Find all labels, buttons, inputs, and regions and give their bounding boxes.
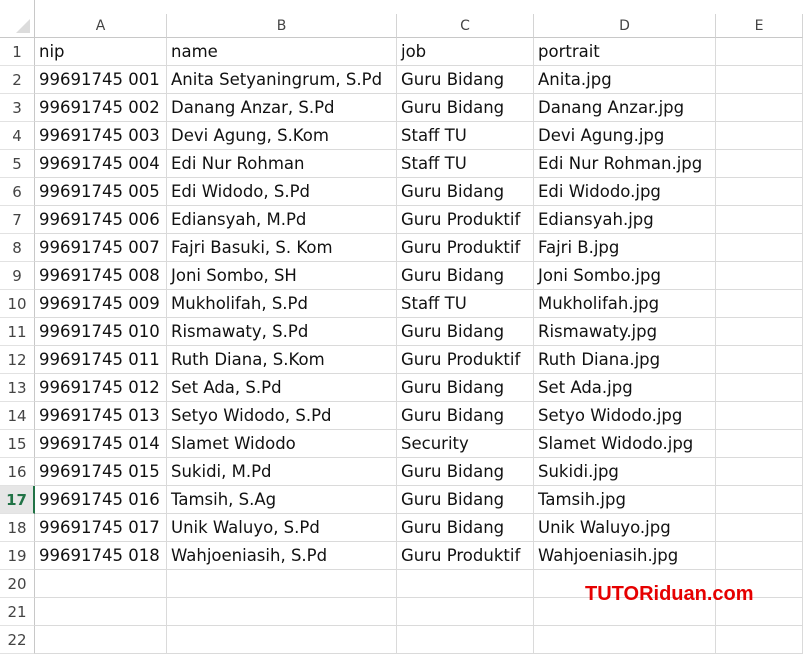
select-all-triangle-icon [16, 19, 30, 33]
table-row [35, 346, 803, 374]
table-row [35, 402, 803, 430]
row-header-7[interactable]: 7 [0, 206, 35, 234]
cell-d22[interactable] [534, 626, 716, 653]
table-row [35, 38, 803, 66]
cell-a13[interactable]: 99691745 012 [35, 374, 167, 401]
row-header-21[interactable]: 21 [0, 598, 35, 626]
cell-c19[interactable]: Guru Produktif [397, 542, 534, 569]
cell-b2[interactable]: Anita Setyaningrum, S.Pd [167, 66, 397, 93]
cell-a19[interactable]: 99691745 018 [35, 542, 167, 569]
cell-b5[interactable]: Edi Nur Rohman [167, 150, 397, 177]
column-header-e[interactable]: E [716, 14, 803, 38]
cell-a1[interactable]: nip [35, 38, 167, 65]
cell-d13[interactable]: Set Ada.jpg [534, 374, 716, 401]
row-header-1[interactable]: 1 [0, 38, 35, 66]
row-header-13[interactable]: 13 [0, 374, 35, 402]
table-row [35, 486, 803, 514]
cell-a12[interactable]: 99691745 011 [35, 346, 167, 373]
cell-d10[interactable]: Mukholifah.jpg [534, 290, 716, 317]
cell-d6[interactable]: Edi Widodo.jpg [534, 178, 716, 205]
row-header-14[interactable]: 14 [0, 402, 35, 430]
table-row [35, 206, 803, 234]
cell-e1[interactable] [716, 38, 803, 65]
table-row [35, 626, 803, 654]
cell-d3[interactable]: Danang Anzar.jpg [534, 94, 716, 121]
cell-e12[interactable] [716, 346, 803, 373]
row-header-22[interactable]: 22 [0, 626, 35, 654]
cell-a8[interactable]: 99691745 007 [35, 234, 167, 261]
column-header-a[interactable]: A [35, 14, 167, 38]
table-row [35, 542, 803, 570]
table-row [35, 234, 803, 262]
cell-b15[interactable]: Slamet Widodo [167, 430, 397, 457]
row-header-6[interactable]: 6 [0, 178, 35, 206]
cell-a18[interactable]: 99691745 017 [35, 514, 167, 541]
cell-a17[interactable]: 99691745 016 [35, 486, 167, 513]
cell-b8[interactable]: Fajri Basuki, S. Kom [167, 234, 397, 261]
cell-a14[interactable]: 99691745 013 [35, 402, 167, 429]
row-header-9[interactable]: 9 [0, 262, 35, 290]
row-header-4[interactable]: 4 [0, 122, 35, 150]
cell-a11[interactable]: 99691745 010 [35, 318, 167, 345]
cell-b13[interactable]: Set Ada, S.Pd [167, 374, 397, 401]
cell-c3[interactable]: Guru Bidang [397, 94, 534, 121]
cell-d16[interactable]: Sukidi.jpg [534, 458, 716, 485]
cell-a6[interactable]: 99691745 005 [35, 178, 167, 205]
table-row [35, 374, 803, 402]
cell-e10[interactable] [716, 290, 803, 317]
cell-b14[interactable]: Setyo Widodo, S.Pd [167, 402, 397, 429]
cell-c21[interactable] [397, 598, 534, 625]
cell-e6[interactable] [716, 178, 803, 205]
cell-b20[interactable] [167, 570, 397, 597]
cell-e16[interactable] [716, 458, 803, 485]
cell-b16[interactable]: Sukidi, M.Pd [167, 458, 397, 485]
row-header-17[interactable]: 17 [0, 486, 35, 514]
cell-c11[interactable]: Guru Bidang [397, 318, 534, 345]
cell-d15[interactable]: Slamet Widodo.jpg [534, 430, 716, 457]
cell-d1[interactable]: portrait [534, 38, 716, 65]
row-header-20[interactable]: 20 [0, 570, 35, 598]
cell-d9[interactable]: Joni Sombo.jpg [534, 262, 716, 289]
cell-e14[interactable] [716, 402, 803, 429]
column-header-c[interactable]: C [397, 14, 534, 38]
row-header-2[interactable]: 2 [0, 66, 35, 94]
cell-a15[interactable]: 99691745 014 [35, 430, 167, 457]
cell-e8[interactable] [716, 234, 803, 261]
cell-e7[interactable] [716, 206, 803, 233]
table-row [35, 66, 803, 94]
cell-d4[interactable]: Devi Agung.jpg [534, 122, 716, 149]
cell-c5[interactable]: Staff TU [397, 150, 534, 177]
table-row [35, 262, 803, 290]
cell-c22[interactable] [397, 626, 534, 653]
row-header-12[interactable]: 12 [0, 346, 35, 374]
table-row [35, 290, 803, 318]
cell-a22[interactable] [35, 626, 167, 653]
cell-e19[interactable] [716, 542, 803, 569]
cell-b12[interactable]: Ruth Diana, S.Kom [167, 346, 397, 373]
cell-d11[interactable]: Rismawaty.jpg [534, 318, 716, 345]
cell-b22[interactable] [167, 626, 397, 653]
table-row [35, 430, 803, 458]
cell-d18[interactable]: Unik Waluyo.jpg [534, 514, 716, 541]
table-row [35, 122, 803, 150]
cell-a20[interactable] [35, 570, 167, 597]
cell-e22[interactable] [716, 626, 803, 653]
cell-b11[interactable]: Rismawaty, S.Pd [167, 318, 397, 345]
cell-c10[interactable]: Staff TU [397, 290, 534, 317]
cell-d12[interactable]: Ruth Diana.jpg [534, 346, 716, 373]
watermark-text: TUTORiduan.com [585, 583, 754, 605]
cell-c20[interactable] [397, 570, 534, 597]
cell-c8[interactable]: Guru Produktif [397, 234, 534, 261]
cell-c7[interactable]: Guru Produktif [397, 206, 534, 233]
cell-b19[interactable]: Wahjoeniasih, S.Pd [167, 542, 397, 569]
column-header-d[interactable]: D [534, 14, 716, 38]
cell-e11[interactable] [716, 318, 803, 345]
cell-e9[interactable] [716, 262, 803, 289]
table-row [35, 318, 803, 346]
row-header-8[interactable]: 8 [0, 234, 35, 262]
cell-c4[interactable]: Staff TU [397, 122, 534, 149]
cell-b4[interactable]: Devi Agung, S.Kom [167, 122, 397, 149]
row-header-5[interactable]: 5 [0, 150, 35, 178]
cell-a7[interactable]: 99691745 006 [35, 206, 167, 233]
cell-d7[interactable]: Ediansyah.jpg [534, 206, 716, 233]
table-row [35, 94, 803, 122]
cell-c18[interactable]: Guru Bidang [397, 514, 534, 541]
cell-d2[interactable]: Anita.jpg [534, 66, 716, 93]
row-header-19[interactable]: 19 [0, 542, 35, 570]
cell-b17[interactable]: Tamsih, S.Ag [167, 486, 397, 513]
cell-c17[interactable]: Guru Bidang [397, 486, 534, 513]
cell-d19[interactable]: Wahjoeniasih.jpg [534, 542, 716, 569]
row-header-16[interactable]: 16 [0, 458, 35, 486]
row-header-18[interactable]: 18 [0, 514, 35, 542]
cell-a3[interactable]: 99691745 002 [35, 94, 167, 121]
table-row [35, 514, 803, 542]
cell-a5[interactable]: 99691745 004 [35, 150, 167, 177]
cell-b7[interactable]: Ediansyah, M.Pd [167, 206, 397, 233]
cell-c16[interactable]: Guru Bidang [397, 458, 534, 485]
cell-a4[interactable]: 99691745 003 [35, 122, 167, 149]
table-row [35, 458, 803, 486]
cell-b1[interactable]: name [167, 38, 397, 65]
cell-b3[interactable]: Danang Anzar, S.Pd [167, 94, 397, 121]
cell-c2[interactable]: Guru Bidang [397, 66, 534, 93]
cell-e15[interactable] [716, 430, 803, 457]
row-header-10[interactable]: 10 [0, 290, 35, 318]
cell-c13[interactable]: Guru Bidang [397, 374, 534, 401]
cell-c6[interactable]: Guru Bidang [397, 178, 534, 205]
cell-a21[interactable] [35, 598, 167, 625]
column-header-b[interactable]: B [167, 14, 397, 38]
cell-b6[interactable]: Edi Widodo, S.Pd [167, 178, 397, 205]
cell-c9[interactable]: Guru Bidang [397, 262, 534, 289]
row-header-11[interactable]: 11 [0, 318, 35, 346]
row-header-15[interactable]: 15 [0, 430, 35, 458]
row-header-3[interactable]: 3 [0, 94, 35, 122]
cell-b21[interactable] [167, 598, 397, 625]
cell-e2[interactable] [716, 66, 803, 93]
cell-d5[interactable]: Edi Nur Rohman.jpg [534, 150, 716, 177]
cell-a10[interactable]: 99691745 009 [35, 290, 167, 317]
cell-b18[interactable]: Unik Waluyo, S.Pd [167, 514, 397, 541]
cell-b10[interactable]: Mukholifah, S.Pd [167, 290, 397, 317]
cell-a16[interactable]: 99691745 015 [35, 458, 167, 485]
cell-e13[interactable] [716, 374, 803, 401]
table-row [35, 178, 803, 206]
cell-b9[interactable]: Joni Sombo, SH [167, 262, 397, 289]
cell-d8[interactable]: Fajri B.jpg [534, 234, 716, 261]
cell-c15[interactable]: Security [397, 430, 534, 457]
cell-c14[interactable]: Guru Bidang [397, 402, 534, 429]
cell-c12[interactable]: Guru Produktif [397, 346, 534, 373]
table-row [35, 150, 803, 178]
cell-e18[interactable] [716, 514, 803, 541]
cell-e5[interactable] [716, 150, 803, 177]
cell-c1[interactable]: job [397, 38, 534, 65]
select-all-corner[interactable] [0, 0, 35, 38]
cell-a2[interactable]: 99691745 001 [35, 66, 167, 93]
cell-d14[interactable]: Setyo Widodo.jpg [534, 402, 716, 429]
cell-d17[interactable]: Tamsih.jpg [534, 486, 716, 513]
cell-a9[interactable]: 99691745 008 [35, 262, 167, 289]
cell-e4[interactable] [716, 122, 803, 149]
cell-e3[interactable] [716, 94, 803, 121]
cell-e17[interactable] [716, 486, 803, 513]
